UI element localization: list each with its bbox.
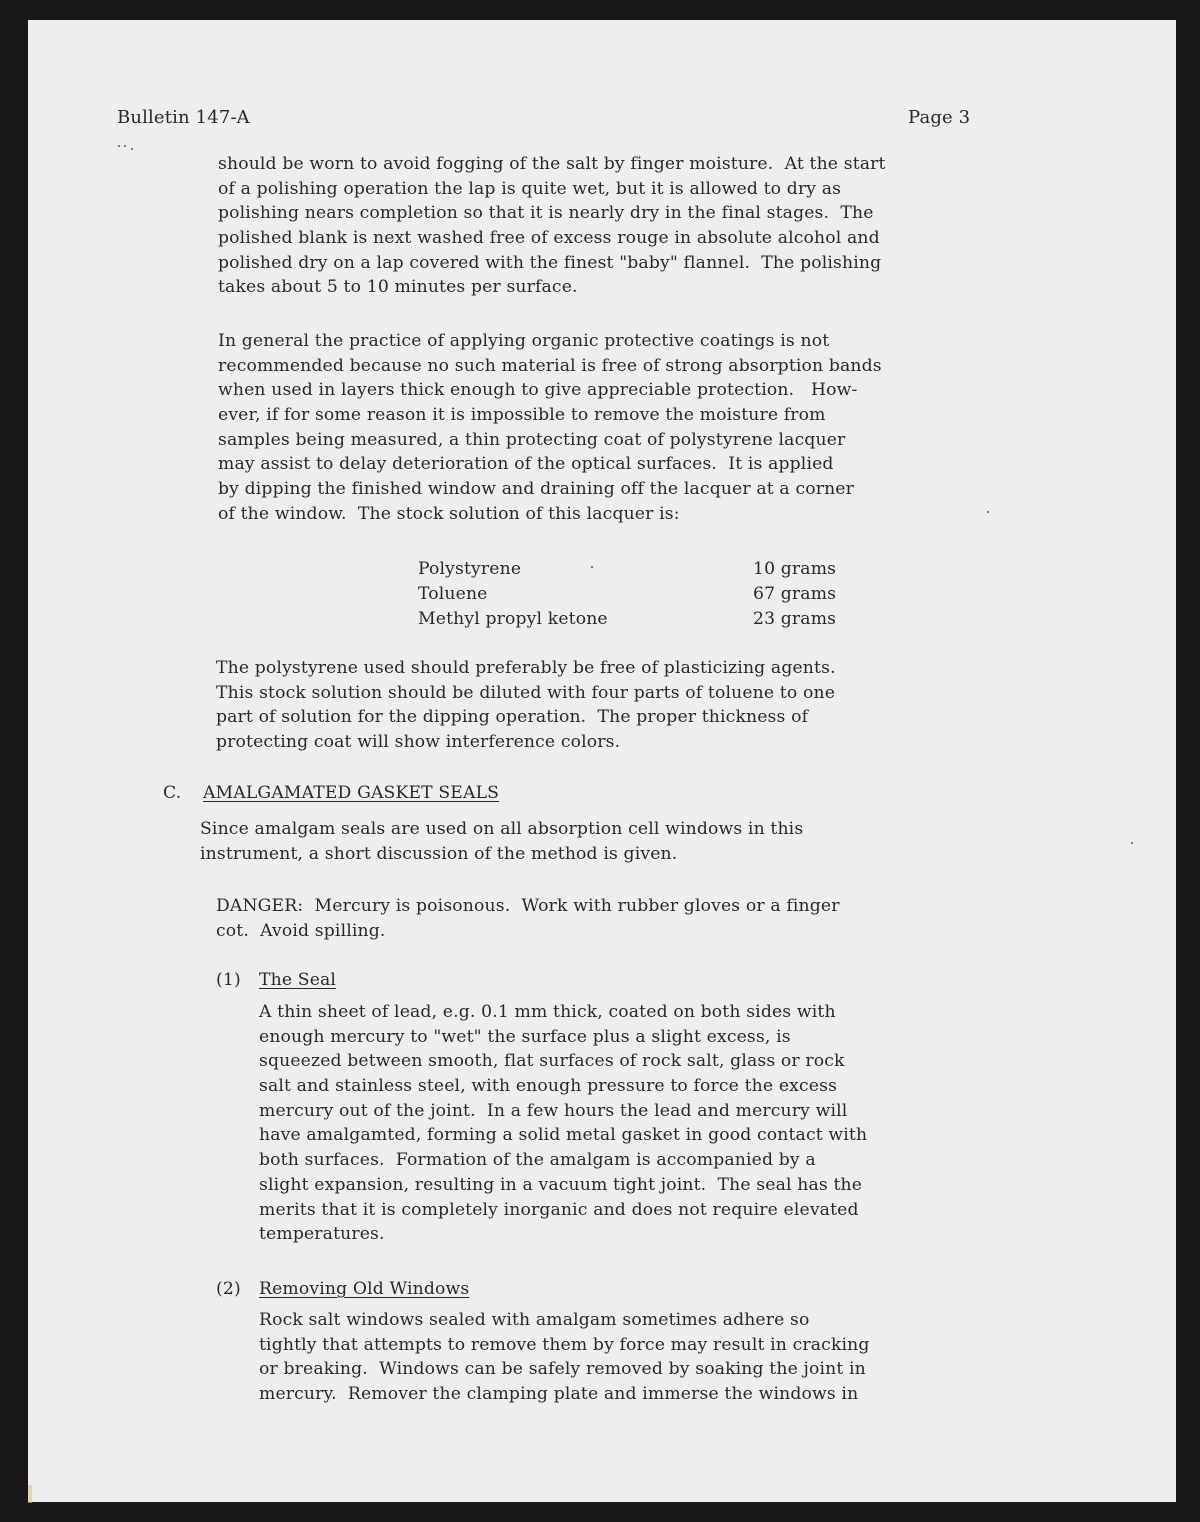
text-line: This stock solution should be diluted with four parts of toluene to one <box>216 682 836 703</box>
recipe-amount: 23 grams <box>753 609 837 629</box>
text-line: enough mercury to "wet" the surface plus a slight excess, is <box>259 1026 791 1047</box>
subsection-1-body <box>259 1000 867 1247</box>
text-line: Rock salt windows sealed with amalgam sometimes adhere so <box>259 1310 810 1330</box>
speck <box>987 511 989 513</box>
subsection-2-body <box>259 1308 870 1407</box>
text-line: of a polishing operation the lap is quite wet, but it is allowed to dry as <box>218 178 842 199</box>
text-line: slight expansion, resulting in a vacuum tight joint. The seal has the <box>259 1174 863 1195</box>
text-line: A thin sheet of lead, e.g. 0.1 mm thick, coated on both sides with <box>259 1002 836 1022</box>
text-line: Since amalgam seals are used on all absorption cell windows in this <box>200 819 804 839</box>
text-line: instrument, a short discussion of the method is given. <box>200 843 678 864</box>
text-line: salt and stainless steel, with enough pressure to force the excess <box>259 1076 838 1097</box>
recipe-ingredient: Toluene <box>418 584 488 604</box>
text-line: mercury. Remover the clamping plate and immerse the windows in <box>259 1384 859 1405</box>
text-line: ever, if for some reason it is impossible to remove the moisture from <box>218 405 826 426</box>
text-line: protecting coat will show interference colors. <box>216 732 621 753</box>
text-line: DANGER: Mercury is poisonous. Work with rubber gloves or a finger <box>216 896 840 916</box>
text-line: polished dry on a lap covered with the finest "baby" flannel. The polishing <box>218 252 882 273</box>
recipe-ingredient: Polystyrene <box>418 559 522 579</box>
text-line: merits that it is completely inorganic and does not require elevated <box>259 1199 859 1220</box>
text-line: mercury out of the joint. In a few hours the lead and mercury will <box>259 1100 848 1121</box>
speck <box>591 566 593 568</box>
text-line: part of solution for the dipping operation. The proper thickness of <box>216 707 809 728</box>
section-c-intro <box>200 817 803 866</box>
subsection-1-number: (1) <box>216 970 241 990</box>
speck <box>131 148 133 150</box>
subsection-1-title: The Seal <box>259 970 337 990</box>
text-line: both surfaces. Formation of the amalgam is accompanied by a <box>259 1150 816 1171</box>
text-line: by dipping the finished window and draining off the lacquer at a corner <box>218 479 854 500</box>
paper-stain <box>28 1485 32 1503</box>
text-line: cot. Avoid spilling. <box>216 920 386 941</box>
text-line: when used in layers thick enough to give appreciable protection. How- <box>218 380 858 401</box>
text-line: samples being measured, a thin protecting coat of polystyrene lacquer <box>218 429 846 450</box>
section-c-label: C. <box>163 783 182 803</box>
section-c-title: AMALGAMATED GASKET SEALS <box>203 783 500 803</box>
recipe-ingredient: Methyl propyl ketone <box>418 609 608 629</box>
paragraph-polishing <box>218 152 886 300</box>
bulletin-number: Bulletin 147-A <box>117 107 250 128</box>
speck <box>1131 842 1133 844</box>
recipe-amount: 67 grams <box>753 584 837 604</box>
text-line: takes about 5 to 10 minutes per surface. <box>218 277 578 298</box>
subsection-2-title: Removing Old Windows <box>259 1279 470 1299</box>
subsection-2-number: (2) <box>216 1279 241 1299</box>
paragraph-coatings <box>218 329 882 527</box>
text-line: polished blank is next washed free of excess rouge in absolute alcohol and <box>218 228 880 249</box>
speck <box>124 145 126 147</box>
text-line: of the window. The stock solution of this lacquer is: <box>218 503 680 524</box>
text-line: recommended because no such material is free of strong absorption bands <box>218 355 882 376</box>
danger-notice <box>216 894 840 943</box>
text-line: In general the practice of applying organic protective coatings is not <box>218 331 830 351</box>
text-line: should be worn to avoid fogging of the salt by finger moisture. At the start <box>218 154 886 174</box>
page-number: Page 3 <box>908 107 971 128</box>
text-line: squeezed between smooth, flat surfaces of rock salt, glass or rock <box>259 1051 845 1072</box>
text-line: may assist to delay deterioration of the optical surfaces. It is applied <box>218 454 834 475</box>
text-line: have amalgamted, forming a solid metal gasket in good contact with <box>259 1125 868 1146</box>
text-line: polishing nears completion so that it is nearly dry in the final stages. The <box>218 203 874 224</box>
speck <box>118 145 120 147</box>
recipe-amount: 10 grams <box>753 559 837 579</box>
text-line: temperatures. <box>259 1224 385 1245</box>
document-page <box>28 20 1176 1502</box>
paragraph-dilution <box>216 656 836 755</box>
text-line: tightly that attempts to remove them by force may result in cracking <box>259 1334 870 1355</box>
text-line: The polystyrene used should preferably be free of plasticizing agents. <box>216 658 836 678</box>
text-line: or breaking. Windows can be safely removed by soaking the joint in <box>259 1359 866 1380</box>
